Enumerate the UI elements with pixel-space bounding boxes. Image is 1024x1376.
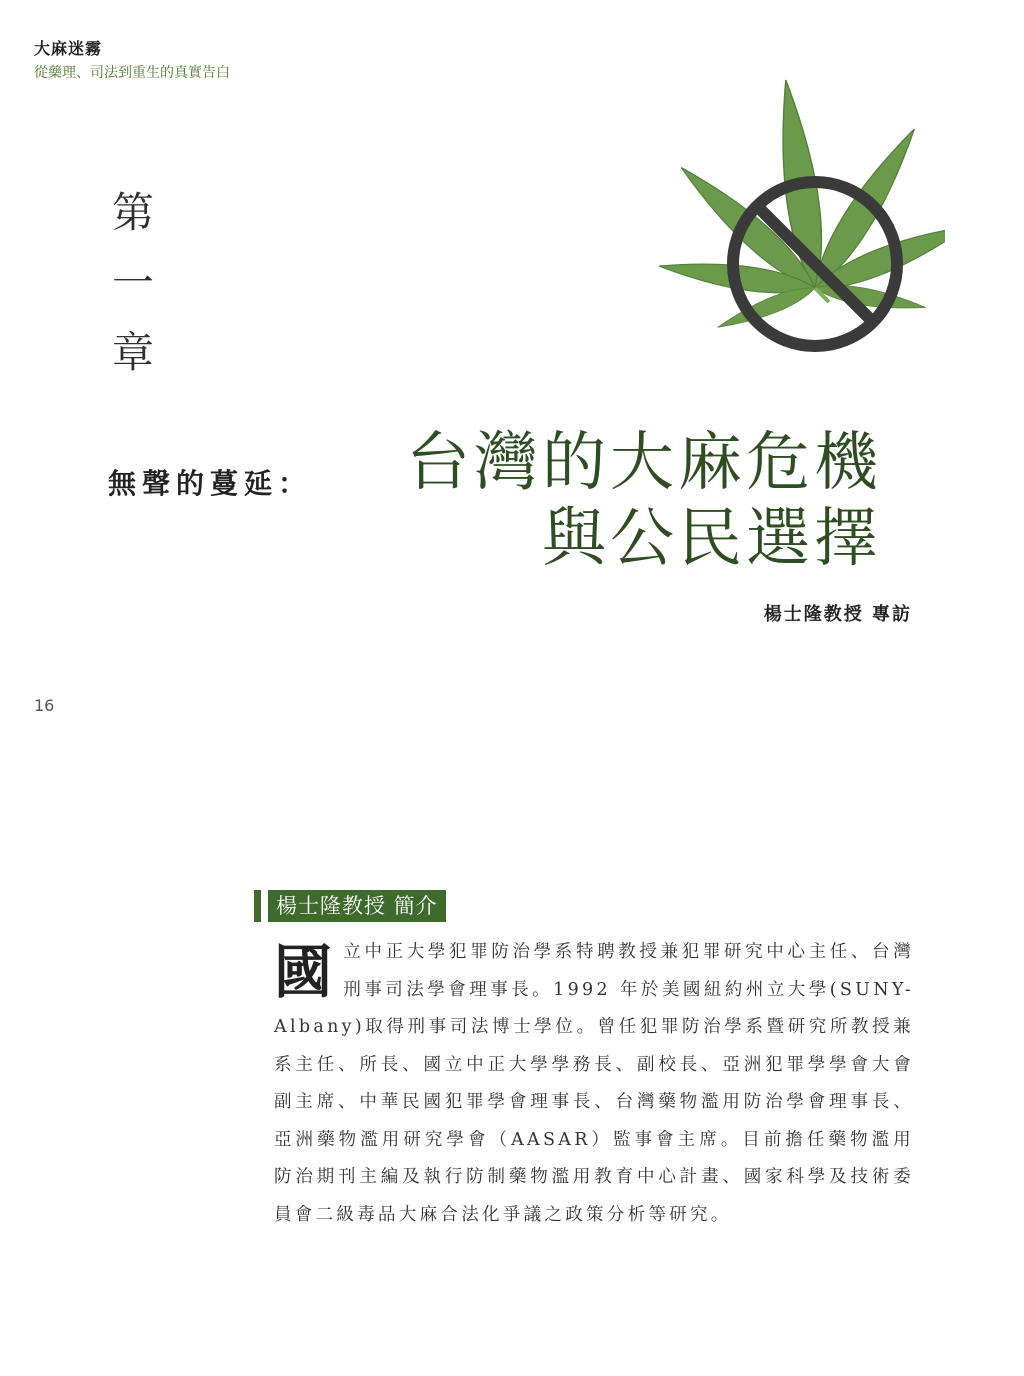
- chapter-label: [108, 178, 158, 388]
- book-subtitle: 從藥理、司法到重生的真實告白: [34, 65, 230, 81]
- chapter-char: 一: [111, 258, 154, 307]
- bio-heading-label: 楊士隆教授 簡介: [268, 890, 446, 922]
- page-number: 16: [34, 696, 55, 715]
- chapter-title-line-1: 台灣的大麻危機: [406, 426, 882, 500]
- byline: 楊士隆教授 專訪: [763, 604, 912, 625]
- chapter-char: 章: [111, 328, 154, 377]
- bio-body: 立中正大學犯罪防治學系特聘教授兼犯罪研究中心主任、台灣刑事司法學會理事長。1992 年於美國紐約州立大學(SUNY-Albany)取得刑事司法博士學位。曾任犯罪防治學系暨研究所教授兼系主任、所長、國立中正大學學務長、副校長、亞洲犯罪學學會大會副主席、中華民國犯罪學會理事長、台灣藥物濫用防治學會理事長、亞洲藥物濫用研究學會（AASAR）監事會主席。目前擔任藥物濫用防治期刊主編及執行防制藥物濫用教育中心計畫、國家科學及技術委員會二級毒品大麻合法化爭議之政策分析等研究。: [274, 942, 914, 1225]
- bio-heading: [254, 890, 446, 922]
- chapter-title: [352, 425, 882, 577]
- bio-text: [274, 934, 914, 1234]
- chapter-title-line-2: 與公民選擇: [542, 502, 882, 576]
- bio-heading-bar: [254, 890, 261, 922]
- chapter-char: 第: [111, 188, 154, 237]
- title-prefix: 無聲的蔓延：: [108, 467, 313, 500]
- running-head: [34, 36, 230, 82]
- book-title: 大麻迷霧: [34, 39, 103, 58]
- drop-cap: 國: [274, 938, 336, 1006]
- cannabis-leaf-prohibited-icon: [605, 38, 945, 358]
